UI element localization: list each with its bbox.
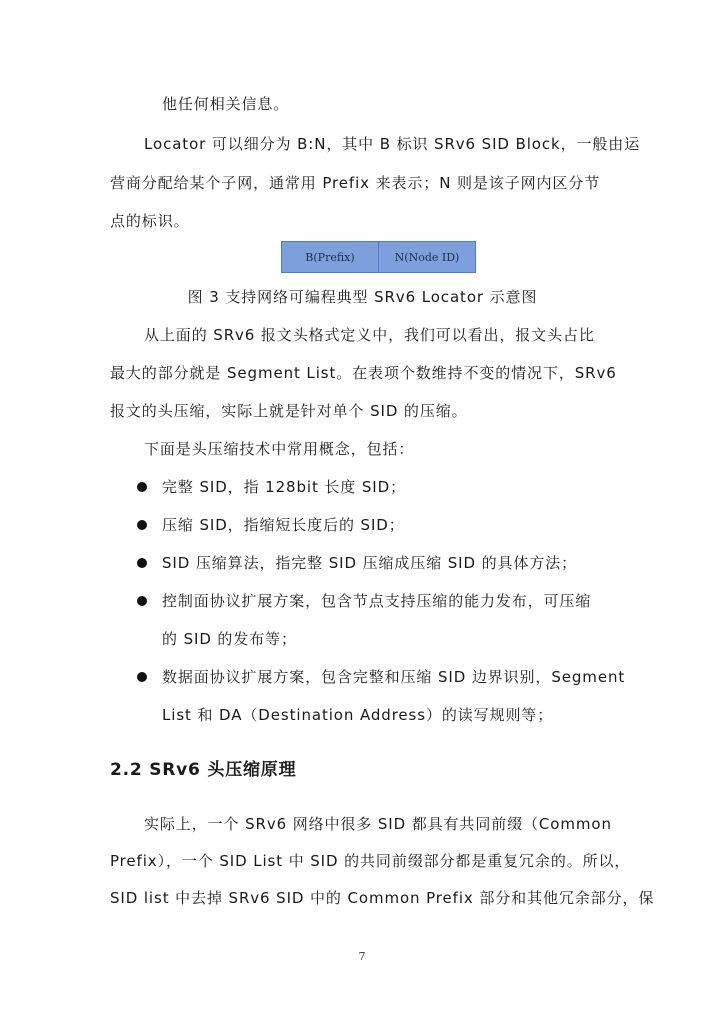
bullet-dot xyxy=(137,558,147,568)
figure-caption: 图 3 支持网络可编程典型 SRv6 Locator 示意图 xyxy=(187,288,538,306)
bullet-dot xyxy=(137,482,147,492)
paragraph-line: 他任何相关信息。 xyxy=(162,95,290,113)
list-item: 控制面协议扩展方案，包含节点支持压缩的能力发布，可压缩 xyxy=(162,592,592,610)
list-item-continuation: 的 SID 的发布等； xyxy=(162,630,297,648)
paragraph-line: 点的标识。 xyxy=(110,212,190,230)
locator-diagram xyxy=(281,241,476,273)
list-item: 数据面协议扩展方案，包含完整和压缩 SID 边界识别，Segment xyxy=(162,668,626,686)
paragraph-line: Prefix），一个 SID List 中 SID 的共同前缀部分都是重复冗余的。所以， xyxy=(110,852,631,870)
list-item: 压缩 SID，指缩短长度后的 SID； xyxy=(162,516,405,534)
paragraph-line: SID list 中去掉 SRv6 SID 中的 Common Prefix 部分和其他冗余部分，保 xyxy=(110,889,655,907)
bullet-dot xyxy=(137,520,147,530)
paragraph-line: 实际上，一个 SRv6 网络中很多 SID 都具有共同前缀（Common xyxy=(144,815,612,833)
list-item-continuation: List 和 DA（Destination Address）的读写规则等； xyxy=(162,706,554,724)
list-item: SID 压缩算法，指完整 SID 压缩成压缩 SID 的具体方法； xyxy=(162,554,578,572)
paragraph-line: 营商分配给某个子网，通常用 Prefix 来表示；N 则是该子网内区分节 xyxy=(110,174,601,192)
bullet-dot xyxy=(137,672,147,682)
paragraph-line: 报文的头压缩，实际上就是针对单个 SID 的压缩。 xyxy=(110,402,468,420)
section-heading: 2.2 SRv6 头压缩原理 xyxy=(110,760,297,780)
paragraph-line: 下面是头压缩技术中常用概念，包括： xyxy=(144,440,415,458)
list-item: 完整 SID，指 128bit 长度 SID； xyxy=(162,478,406,496)
paragraph-line: Locator 可以细分为 B:N，其中 B 标识 SRv6 SID Block，一般由运 xyxy=(144,135,641,153)
node-id-cell: N(Node ID) xyxy=(378,242,475,272)
bullet-dot xyxy=(137,596,147,606)
paragraph-line: 从上面的 SRv6 报文头格式定义中，我们可以看出，报文头占比 xyxy=(144,326,595,344)
prefix-cell: B(Prefix) xyxy=(282,242,378,272)
paragraph-line: 最大的部分就是 Segment List。在表项个数维持不变的情况下，SRv6 xyxy=(110,364,617,382)
page-number: 7 xyxy=(358,950,366,963)
